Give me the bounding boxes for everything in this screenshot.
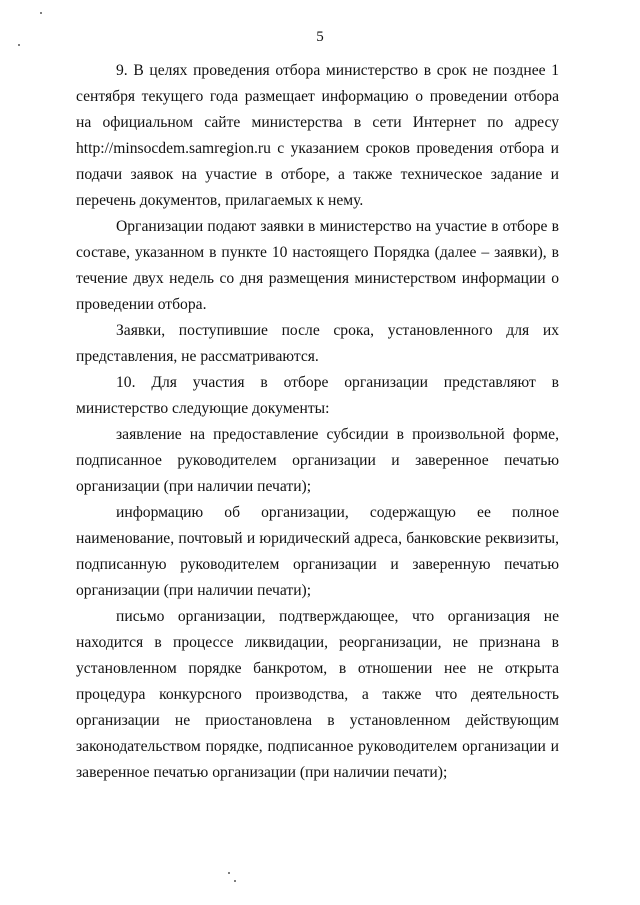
list-item-organization-info: информацию об организации, содержащую ее полное наименование, почтовый и юридический адреса, банковские реквизиты, подписанную руководителем организации и заверенную печатью организации (при наличии печати); — [76, 504, 559, 599]
scan-speck — [228, 872, 230, 874]
scan-speck — [40, 12, 42, 14]
list-item-subsidy-application: заявление на предоставление субсидии в произвольной форме, подписанное руководителем организации и заверенное печатью организации (при наличии печати); — [76, 426, 559, 495]
paragraph-applications-submission: Организации подают заявки в министерство на участие в отборе в составе, указанном в пункте 10 настоящего Порядка (далее – заявки), в течение двух недель со дня размещения министерством информации о проведении отбора. — [76, 218, 559, 313]
paragraph-late-applications: Заявки, поступившие после срока, установленного для их представления, не рассматриваются. — [76, 322, 559, 365]
page-number: 5 — [316, 29, 324, 45]
paragraph-10-documents: 10. Для участия в отборе организации представляют в министерство следующие документы: — [76, 374, 559, 417]
scan-speck — [18, 44, 20, 46]
list-item-confirmation-letter: письмо организации, подтверждающее, что организация не находится в процессе ликвидации, реорганизации, не признана в установленном порядке банкротом, в отношении нее не открыта процедура конкурсного производства, а также что деятельность организации не приостановлена в установленном действующим законодательством порядке, подписанное руководителем организации и заверенное печатью организации (при наличии печати); — [76, 608, 559, 781]
scan-speck — [234, 880, 236, 882]
document-body — [76, 58, 559, 786]
paragraph-9-publication: 9. В целях проведения отбора министерство в срок не позднее 1 сентября текущего года размещает информацию о проведении отбора на официальном сайте министерства в сети Интернет по адресу http://minsocdem.samregion.ru с указанием сроков проведения отбора и подачи заявок на участие в отборе, а также техническое задание и перечень документов, прилагаемых к нему. — [76, 62, 559, 209]
